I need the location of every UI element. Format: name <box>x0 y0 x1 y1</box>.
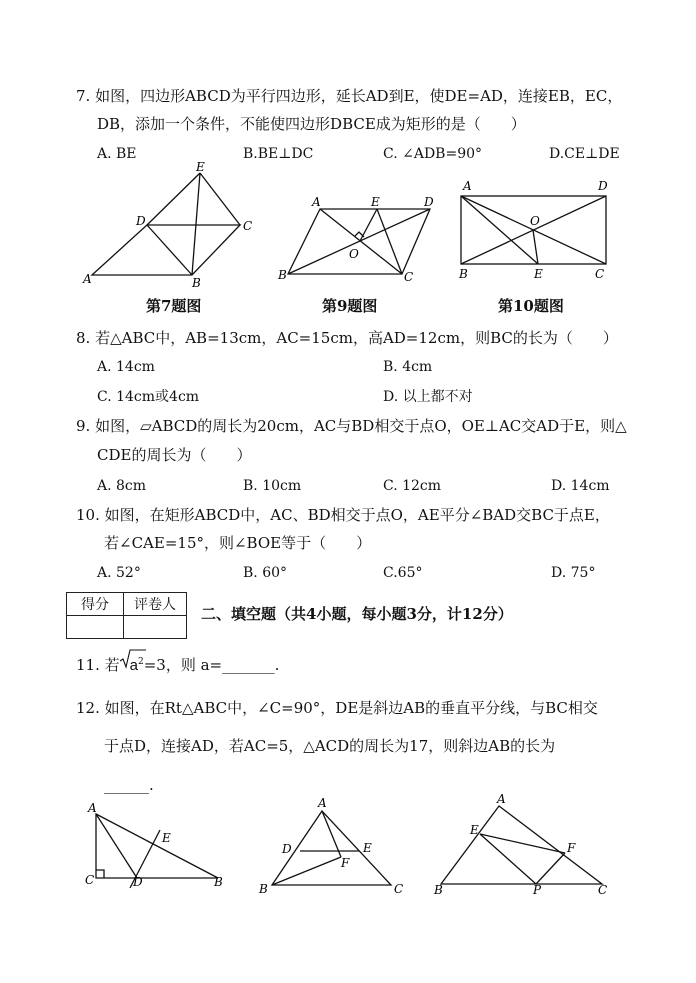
sqrt-expression <box>122 652 144 676</box>
q12-line1: 12. 如图，在Rt△ABC中，∠C=90°，DE是斜边AB的垂直平分线，与BC相交 <box>76 699 598 717</box>
fig10-label-e: E <box>534 267 543 281</box>
fig10-label-a: A <box>463 179 472 193</box>
q11-exponent: 2 <box>137 657 144 667</box>
fig10-label-c: C <box>595 267 605 281</box>
fig9-label-a: A <box>312 195 321 209</box>
grader-header: 评卷人 <box>124 593 187 616</box>
q7-option-d: D.CE⊥DE <box>549 146 620 162</box>
score-table <box>66 592 187 639</box>
fig14-label-p: P <box>533 883 542 897</box>
q8-option-c: C. 14cm或4cm <box>97 389 200 405</box>
q10-option-c: C.65° <box>383 565 423 581</box>
fig9-label-b: B <box>278 268 287 282</box>
q7-option-b: B.BE⊥DC <box>243 146 314 162</box>
fig9-label-e: E <box>371 195 380 209</box>
grader-cell[interactable] <box>124 616 187 639</box>
q7-line2: DB，添加一个条件，不能使四边形DBCE成为矩形的是（ ） <box>97 115 526 133</box>
fig10-label-d: D <box>598 179 608 193</box>
q9-line2: CDE的周长为（ ） <box>97 446 252 464</box>
fig13-label-a: A <box>318 796 327 810</box>
figure-14-triangle <box>430 790 620 895</box>
q8-option-b: B. 4cm <box>383 359 433 375</box>
q11-radicand: a <box>129 657 138 674</box>
fig12-label-d: D <box>133 875 143 889</box>
fig12-label-c: C <box>85 873 95 887</box>
radical-sign-icon <box>120 648 146 670</box>
fig13-label-c: C <box>394 882 404 896</box>
fig13-label-d: D <box>282 842 292 856</box>
fig7-label-d: D <box>136 214 146 228</box>
fig9-label-o: O <box>349 247 359 261</box>
fig7-label-a: A <box>83 272 92 286</box>
figure-7-parallelogram <box>82 160 282 293</box>
figure-12-right-triangle <box>80 800 240 900</box>
fig12-label-a: A <box>88 801 97 815</box>
q9-option-b: B. 10cm <box>243 478 302 494</box>
q7-option-a: A. BE <box>97 146 137 162</box>
q11-suffix: =3，则 a=_______. <box>143 656 280 674</box>
fig12-label-b: B <box>214 875 223 889</box>
figure-9-caption: 第9题图 <box>322 297 378 315</box>
q7-line1: 7. 如图，四边形ABCD为平行四边形，延长AD到E，使DE=AD，连接EB，EC， <box>76 87 623 105</box>
figure-7-caption: 第7题图 <box>146 297 202 315</box>
score-header: 得分 <box>67 593 124 616</box>
q11-prefix: 11. 若 <box>76 656 120 674</box>
q7-option-c: C. ∠ADB=90° <box>383 146 483 162</box>
q8-option-d: D. 以上都不对 <box>383 389 473 405</box>
fig14-label-b: B <box>434 883 443 897</box>
fig14-label-f: F <box>567 841 576 855</box>
fig9-label-d: D <box>424 195 434 209</box>
q10-option-b: B. 60° <box>243 565 288 581</box>
section-2-title: 二、填空题（共4小题，每小题3分，计12分） <box>201 605 513 623</box>
fig13-label-e: E <box>363 841 372 855</box>
fig13-label-b: B <box>259 882 268 896</box>
fig7-label-b: B <box>192 276 201 290</box>
q9-option-d: D. 14cm <box>551 478 610 494</box>
fig9-label-c: C <box>404 270 414 284</box>
q10-option-d: D. 75° <box>551 565 596 581</box>
q8-stem: 8. 若△ABC中，AB=13cm，AC=15cm，高AD=12cm，则BC的长为（ ） <box>76 329 618 347</box>
q10-line1: 10. 如图，在矩形ABCD中，AC、BD相交于点O，AE平分∠BAD交BC于点E， <box>76 506 610 524</box>
fig14-label-c: C <box>598 883 608 897</box>
q12-line2: 于点D，连接AD，若AC=5，△ACD的周长为17，则斜边AB的长为 <box>104 737 556 755</box>
q8-option-a: A. 14cm <box>97 359 155 375</box>
fig7-label-e: E <box>196 160 205 174</box>
fig14-label-e: E <box>470 823 479 837</box>
q11-line <box>76 652 279 676</box>
q9-line1: 9. 如图，▱ABCD的周长为20cm，AC与BD相交于点O，OE⊥AC交AD于E，则△ <box>76 417 627 435</box>
q12-line3: ______. <box>104 776 154 794</box>
figure-10-caption: 第10题图 <box>498 297 564 315</box>
fig10-label-o: O <box>530 214 540 228</box>
figure-9-parallelogram <box>270 192 450 292</box>
fig7-label-c: C <box>243 219 253 233</box>
q9-option-c: C. 12cm <box>383 478 442 494</box>
fig10-label-b: B <box>459 267 468 281</box>
fig12-label-e: E <box>162 831 171 845</box>
fig13-label-f: F <box>341 856 350 870</box>
score-cell[interactable] <box>67 616 124 639</box>
figure-10-rectangle <box>456 178 626 288</box>
fig14-label-a: A <box>497 792 506 806</box>
q10-line2: 若∠CAE=15°，则∠BOE等于（ ） <box>104 534 372 552</box>
figure-13-triangle <box>255 795 415 895</box>
q9-option-a: A. 8cm <box>97 478 147 494</box>
q10-option-a: A. 52° <box>97 565 141 581</box>
